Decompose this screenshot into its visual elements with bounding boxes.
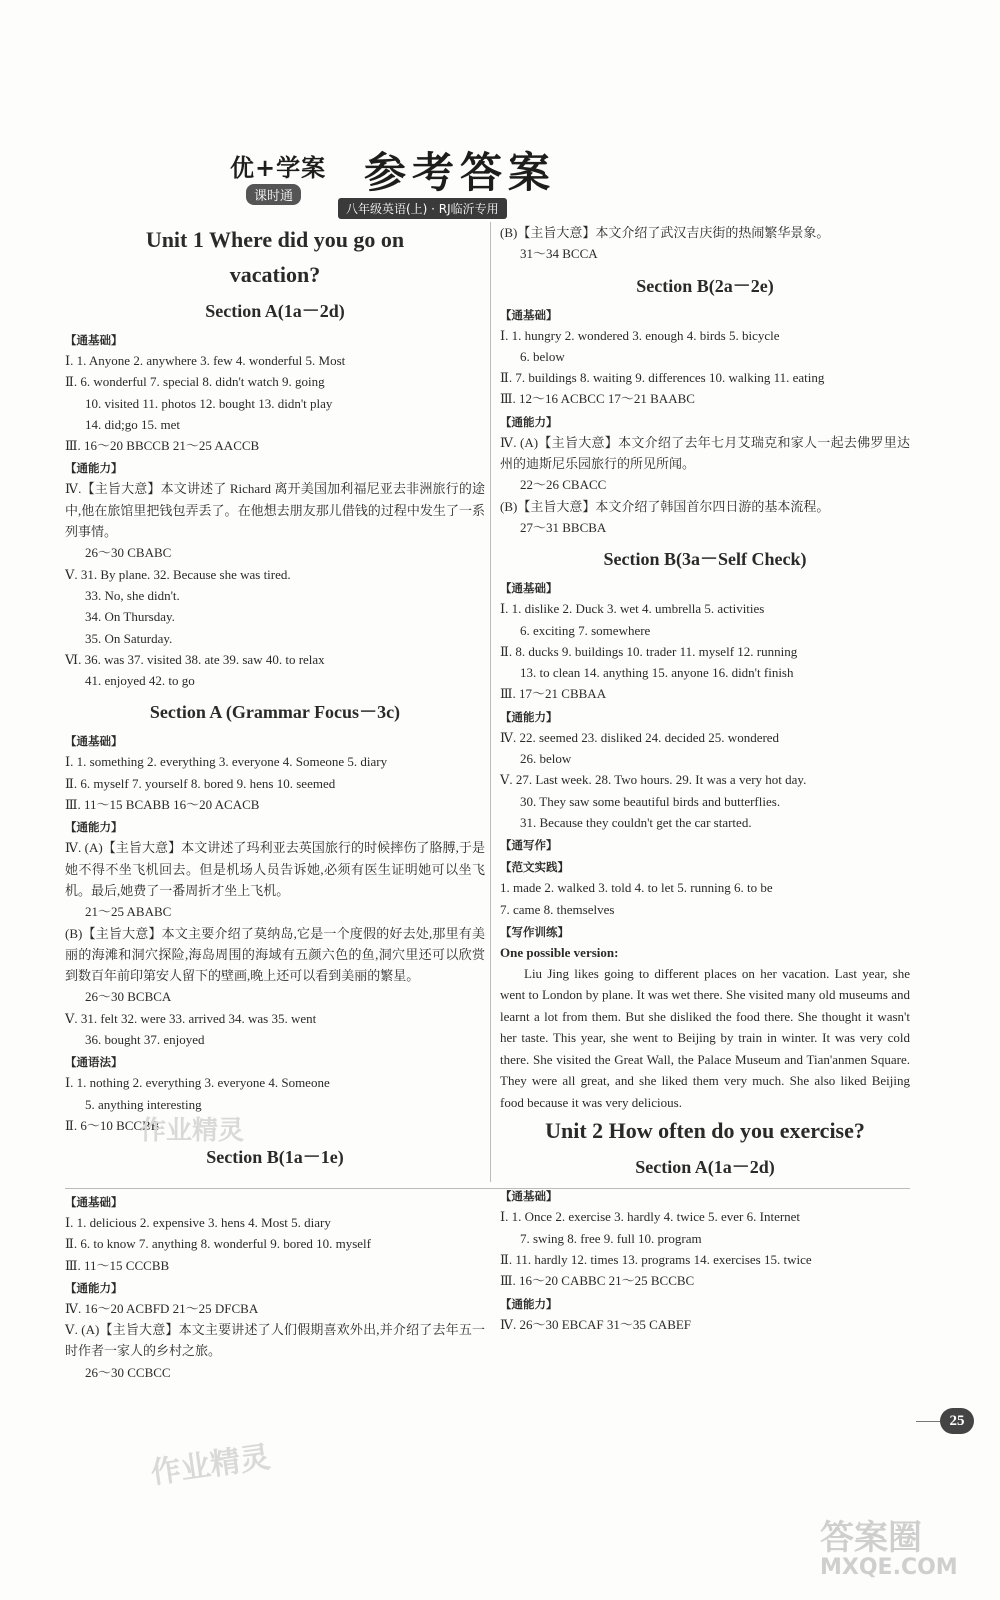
category-tag: 【范文实践】 bbox=[500, 860, 569, 875]
answer-line: 31. Because they couldn't get the car started. bbox=[520, 814, 752, 830]
summary-paragraph: (B)【主旨大意】本文介绍了武汉吉庆街的热闹繁华景象。 bbox=[500, 225, 830, 240]
answer-line: 21～25 ABABC bbox=[85, 904, 172, 920]
answer-line: Ⅰ. 1. hungry 2. wondered 3. enough 4. birds 5. bicycle bbox=[500, 327, 780, 343]
watermark-url: MXQE.COM bbox=[820, 1555, 958, 1580]
answer-line: Ⅴ. 31. By plane. 32. Because she was tired. bbox=[65, 566, 291, 582]
answer-line: 30. They saw some beautiful birds and butterflies. bbox=[520, 793, 781, 809]
answer-line: 14. did;go 15. met bbox=[85, 416, 180, 432]
section-heading: Section B(3a－Self Check) bbox=[603, 549, 807, 570]
watermark: 作业精灵 bbox=[148, 1439, 273, 1492]
answer-line: Ⅰ. 1. Anyone 2. anywhere 3. few 4. wonderful 5. Most bbox=[65, 353, 346, 368]
answer-line: 7. came 8. themselves bbox=[500, 901, 615, 917]
watermark-logo: 答案圈 bbox=[820, 1518, 922, 1558]
answer-line: 26～30 CBABC bbox=[85, 545, 172, 561]
answer-line: 31～34 BCCA bbox=[520, 246, 598, 262]
summary-paragraph: (B)【主旨大意】本文主要介绍了莫纳岛,它是一个度假的好去处,那里有美丽的海滩和洞穴探险,海岛周围的海域有五颜六色的鱼,洞穴里还可以欣赏到数百年前印第安人留下的壁画,晚上还可以看到美丽的繁星。 bbox=[65, 925, 485, 984]
category-tag: 【通基础】 bbox=[65, 333, 123, 347]
answer-line: Ⅱ. 7. buildings 8. waiting 9. differences 10. walking 11. eating bbox=[500, 370, 825, 386]
answer-line: Ⅱ. 6. to know 7. anything 8. wonderful 9. bored 10. myself bbox=[65, 1236, 371, 1252]
category-tag: 【通能力】 bbox=[65, 1280, 123, 1295]
answer-line: 35. On Saturday. bbox=[85, 630, 173, 646]
section-heading: Section A(1a－2d) bbox=[635, 1157, 775, 1178]
answer-line: Ⅲ. 11～15 BCABB 16～20 ACACB bbox=[65, 797, 260, 813]
answer-line: Ⅲ. 11～15 CCCBB bbox=[65, 1257, 170, 1273]
category-tag: 【通能力】 bbox=[500, 1296, 558, 1311]
answer-line: Ⅱ. 11. hardly 12. times 13. programs 14. exercises 15. twice bbox=[500, 1251, 812, 1267]
logo-text: 优+学案 bbox=[230, 153, 327, 182]
left-column bbox=[65, 222, 485, 1176]
answer-line: 13. to clean 14. anything 15. anyone 16. didn't finish bbox=[520, 665, 794, 681]
watermark: 作业精灵 bbox=[140, 1116, 245, 1146]
answer-line: Ⅲ. 17～21 CBBAA bbox=[500, 686, 607, 702]
category-tag: 【通基础】 bbox=[500, 581, 558, 596]
category-tag: 【通能力】 bbox=[500, 414, 558, 429]
logo-badge: 课时通 bbox=[246, 184, 301, 205]
unit-heading: Unit 2 How often do you exercise? bbox=[545, 1118, 865, 1144]
summary-paragraph: Ⅳ.【主旨大意】本文讲述了 Richard 离开美国加利福尼亚去非洲旅行的途中,他在旅馆里把钱包弄丢了。在他想去朋友那儿借钱的过程中发生了一系列事情。 bbox=[65, 481, 485, 540]
answer-line: Ⅳ. 22. seemed 23. disliked 24. decided 25. wondered bbox=[500, 729, 780, 745]
summary-paragraph: (B)【主旨大意】本文介绍了韩国首尔四日游的基本流程。 bbox=[500, 498, 830, 514]
answer-line: 6. below bbox=[520, 348, 565, 364]
category-tag: 【通能力】 bbox=[500, 709, 558, 724]
answer-line: Ⅵ. 36. was 37. visited 38. ate 39. saw 40. to relax bbox=[65, 651, 325, 667]
unit-heading: Unit 1 Where did you go on bbox=[145, 227, 405, 252]
answer-line: 36. bought 37. enjoyed bbox=[85, 1032, 205, 1048]
answer-line: Ⅱ. 6. wonderful 7. special 8. didn't watch 9. going bbox=[65, 374, 325, 390]
answer-line: Ⅲ. 16～20 BBCCB 21～25 AACCB bbox=[65, 438, 260, 454]
left-bottom-column bbox=[65, 1190, 485, 1383]
page-subtitle: 八年级英语(上) · RJ临沂专用 bbox=[338, 198, 507, 219]
answer-line: 26. below bbox=[520, 751, 572, 767]
answer-line: 22～26 CBACC bbox=[520, 477, 607, 493]
summary-paragraph: Ⅴ. (A)【主旨大意】本文主要讲述了人们假期喜欢外出,并介绍了去年五一时作者一家人的乡村之旅。 bbox=[65, 1322, 485, 1359]
answer-line: Ⅲ. 12～16 ACBCC 17～21 BAABC bbox=[500, 391, 695, 407]
answer-line: Ⅰ. 1. nothing 2. everything 3. everyone 4. Someone bbox=[65, 1075, 330, 1091]
answer-line: Ⅴ. 31. felt 32. were 33. arrived 34. was 35. went bbox=[65, 1010, 317, 1026]
page-title: 参考答案 bbox=[364, 148, 557, 197]
answer-line: Ⅴ. 27. Last week. 28. Two hours. 29. It was a very hot day. bbox=[500, 772, 807, 788]
answer-line: 26～30 BCBCA bbox=[85, 989, 172, 1005]
answer-line: 1. made 2. walked 3. told 4. to let 5. running 6. to be bbox=[500, 880, 773, 896]
answer-line: Ⅱ. 6. myself 7. yourself 8. bored 9. hens 10. seemed bbox=[65, 775, 336, 791]
answer-line: 7. swing 8. free 9. full 10. program bbox=[520, 1230, 702, 1246]
answer-line: 33. No, she didn't. bbox=[85, 587, 180, 603]
answer-line: Ⅱ. 8. ducks 9. buildings 10. trader 11. myself 12. running bbox=[500, 643, 798, 659]
answer-line: Ⅰ. 1. something 2. everything 3. everyone 4. Someone 5. diary bbox=[65, 754, 388, 770]
answer-line: Ⅰ. 1. dislike 2. Duck 3. wet 4. umbrella 5. activities bbox=[500, 601, 765, 617]
answer-line: 27～31 BBCBA bbox=[520, 519, 607, 535]
answer-line: 26～30 CCBCC bbox=[85, 1364, 171, 1380]
answer-line: Ⅱ. 6～10 BCCBB bbox=[65, 1117, 160, 1133]
category-tag: 【通基础】 bbox=[500, 307, 558, 322]
answer-line: Ⅳ. 16～20 ACBFD 21～25 DFCBA bbox=[65, 1300, 259, 1316]
answer-line: 6. exciting 7. somewhere bbox=[520, 622, 651, 638]
answer-line: Ⅰ. 1. Once 2. exercise 3. hardly 4. twice 5. ever 6. Internet bbox=[500, 1209, 801, 1225]
section-heading: Section B(2a－2e) bbox=[636, 275, 774, 296]
category-tag: 【通写作】 bbox=[500, 838, 558, 853]
essay-label: One possible version: bbox=[500, 944, 619, 960]
answer-line: 41. enjoyed 42. to go bbox=[85, 673, 195, 689]
answer-line: Ⅲ. 16～20 CABBC 21～25 BCCBC bbox=[500, 1273, 695, 1289]
category-tag: 【通能力】 bbox=[65, 820, 123, 835]
category-tag: 【写作训练】 bbox=[500, 924, 569, 939]
section-heading: Section A (Grammar Focus－3c) bbox=[149, 702, 401, 723]
category-tag: 【通能力】 bbox=[65, 461, 123, 476]
answer-line: Ⅳ. 26～30 EBCAF 31～35 CABEF bbox=[500, 1316, 692, 1332]
model-essay: Liu Jing likes going to different places on her vacation. Last year, she went to London by plane. It was wet there. She visited many old museums and learnt a lot from them. But she disliked the food there. She thought it wasn't her taste. This year, she went to Beijing by train in winter. It was very cold there. She visited the Great Wall, the Palace Museum and Tian'anmen Square. They were all great, and she liked them very much. She also liked Beijing food because it was very delicious. bbox=[500, 965, 910, 1110]
page-header bbox=[228, 140, 588, 218]
right-column bbox=[500, 222, 910, 1335]
section-heading: Section A(1a－2d) bbox=[205, 301, 345, 321]
category-tag: 【通基础】 bbox=[500, 1189, 558, 1204]
answer-line: Ⅰ. 1. delicious 2. expensive 3. hens 4. Most 5. diary bbox=[65, 1215, 331, 1230]
summary-paragraph: Ⅳ. (A)【主旨大意】本文介绍了去年七月艾瑞克和家人一起去佛罗里达州的迪斯尼乐园旅行的所见所闻。 bbox=[500, 434, 910, 472]
category-tag: 【通语法】 bbox=[65, 1055, 123, 1070]
section-heading: Section B(1a－1e) bbox=[206, 1147, 344, 1168]
answer-line: 5. anything interesting bbox=[85, 1096, 202, 1112]
answer-line: 10. visited 11. photos 12. bought 13. didn't play bbox=[85, 395, 333, 411]
column-divider bbox=[490, 222, 491, 1182]
page-number-rule bbox=[916, 1421, 940, 1422]
answer-line: 34. On Thursday. bbox=[85, 609, 175, 625]
category-tag: 【通基础】 bbox=[65, 1195, 123, 1209]
page-number: 25 bbox=[940, 1408, 974, 1434]
summary-paragraph: Ⅳ. (A)【主旨大意】本文讲述了玛利亚去英国旅行的时候摔伤了胳膊,于是她不得不坐飞机回去。但是机场人员告诉她,必须有医生证明她可以坐飞机。最后,她费了一番周折才坐上飞机。 bbox=[65, 840, 485, 898]
brand-logo bbox=[228, 146, 348, 206]
category-tag: 【通基础】 bbox=[65, 734, 123, 749]
unit-heading: vacation? bbox=[229, 262, 321, 287]
